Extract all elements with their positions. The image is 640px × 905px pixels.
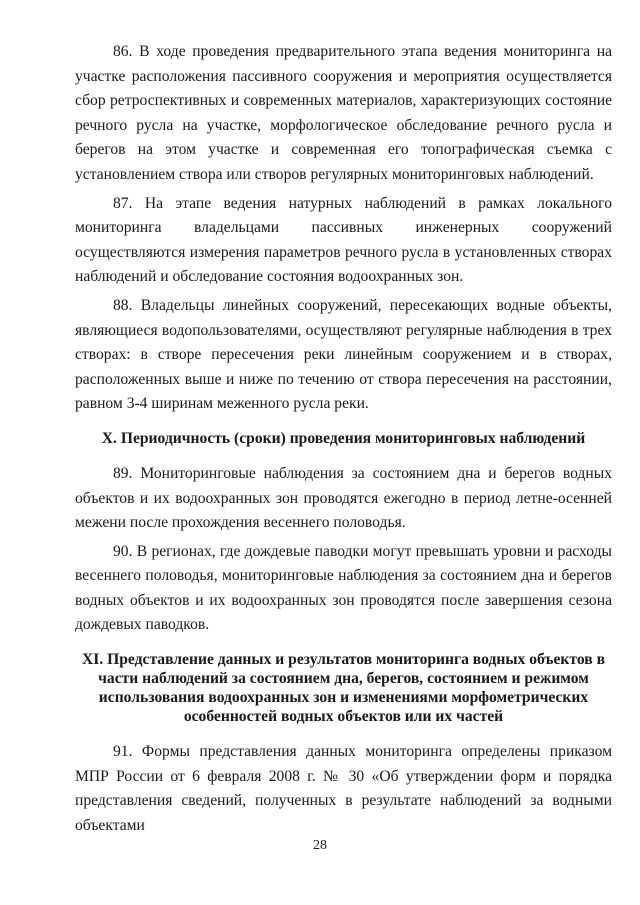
paragraph-89: 89. Мониторинговые наблюдения за состоянием дна и берегов водных объектов и их водоохранных зон проводятся ежегодно в период летне-осенней межени после прохождения весеннего половодья. [75,464,612,532]
paragraph-87: 87. На этапе ведения натурных наблюдений в рамках локального мониторинга владельцами пассивных инженерных сооружений осуществляются измерения параметров речного русла в установленных створах наблюдений и обследование состояния водоохранных зон. [75,194,612,286]
section-x-heading: X. Периодичность (сроки) проведения мониторинговых наблюдений [101,429,586,447]
paragraph-91: 91. Формы представления данных мониторинга определены приказом МПР России от 6 февраля 2008 г. № 30 «Об утверждении форм и порядка представления сведений, полученных в результате наблюдений за водными объектами [75,743,612,834]
page-number: 28 [313,838,327,853]
page-content [75,40,612,838]
paragraph-90: 90. В регионах, где дождевые паводки могут превышать уровни и расходы весеннего половодья, мониторинговые наблюдения за состоянием дна и берегов водных объектов и их водоохранных зон проводятся после завершения сезона дождевых паводков. [75,542,612,634]
paragraph-88: 88. Владельцы линейных сооружений, пересекающих водные объекты, являющиеся водопользователями, осуществляют регулярные наблюдения в трех створах: в створе пересечения реки линейным сооружением и в створах, расположенных выше и ниже по течению от створа пересечения на расстоянии, равном 3-4 ширинам меженного русла реки. [75,296,612,413]
paragraph-86: 86. В ходе проведения предварительного этапа ведения мониторинга на участке расположения пассивного сооружения и мероприятия осуществляется сбор ретроспективных и современных материалов, характеризующих состояние речного русла на участке, морфологическое обследование речного русла и берегов на этом участке и современная его топографическая съемка с установлением створа или створов регулярных мониторинговых наблюдений. [75,43,612,183]
section-xi-heading: XI. Представление данных и результатов мониторинга водных объектов в части наблюдений за состоянием дна, берегов, состоянием и режимом использования водоохранных зон и изменениями морфометрических особенностей водных объектов или их частей [81,651,605,726]
